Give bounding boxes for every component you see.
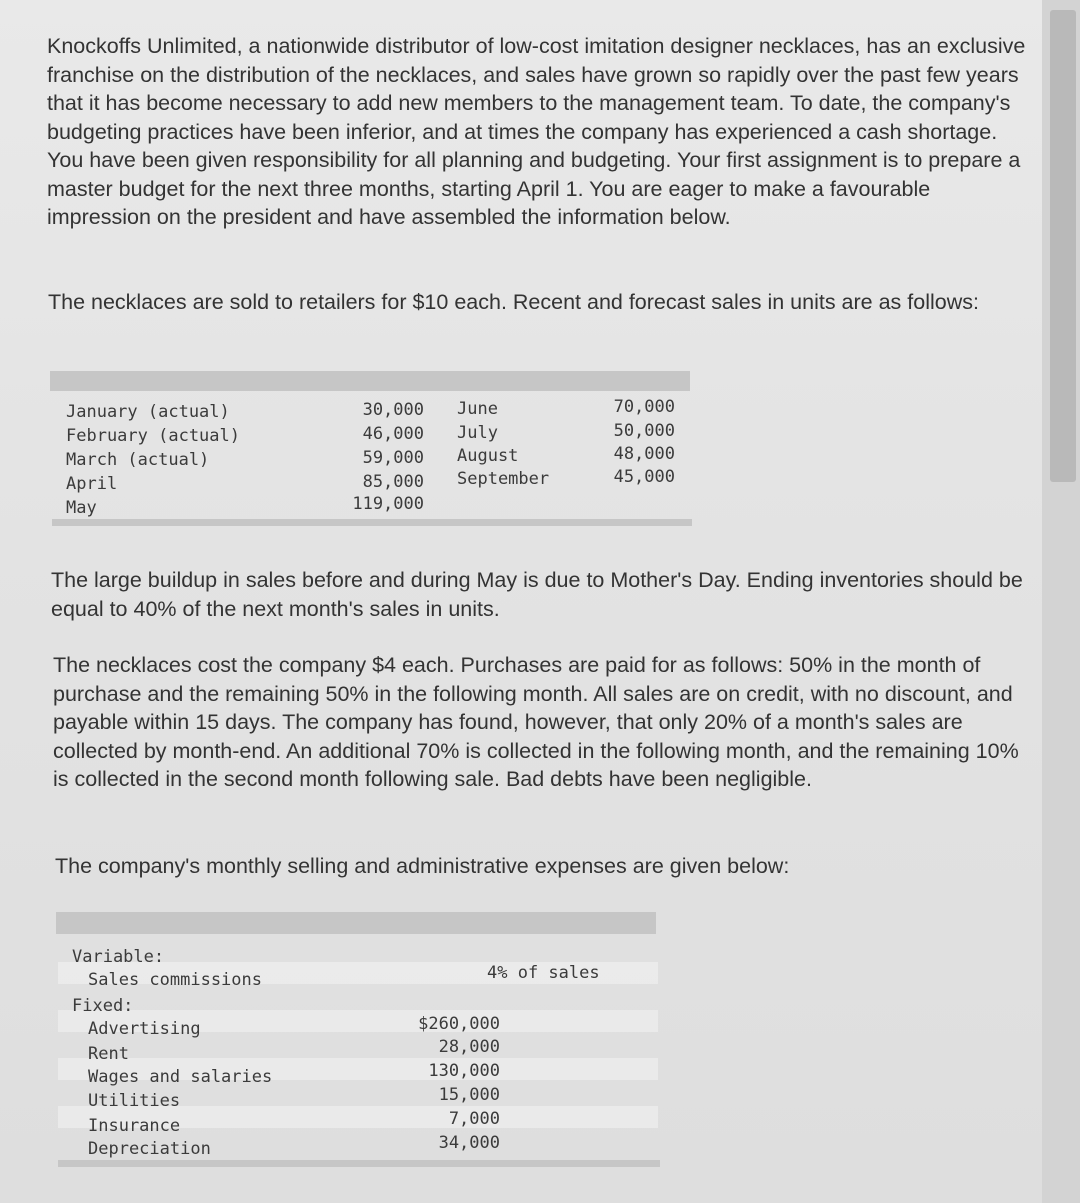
sales-units-value: 85,000 xyxy=(362,472,424,492)
sales-month-label: May xyxy=(66,498,97,518)
commissions-label: Sales commissions xyxy=(88,970,262,990)
sales-units-value: 46,000 xyxy=(362,424,424,444)
expenses-intro-paragraph: The company's monthly selling and administrative expenses are given below: xyxy=(55,854,790,878)
sales-intro-paragraph: The necklaces are sold to retailers for $10 each. Recent and forecast sales in units are as follows: xyxy=(48,290,979,314)
fixed-expense-label: Depreciation xyxy=(88,1139,211,1159)
fixed-expense-value: $260,000 xyxy=(418,1014,500,1034)
fixed-expense-value: 15,000 xyxy=(438,1085,500,1105)
fixed-label: Fixed: xyxy=(72,996,134,1016)
sales-table-header-band xyxy=(50,371,690,391)
intro-paragraph: Knockoffs Unlimited, a nationwide distributor of low-cost imitation designer necklaces, has an exclusive franchise on the distribution of the necklaces, and sales have grown so rapidly over the past few years that it has become necessary to add new members to the management team. To date, the company's budgeting practices have been inferior, and at times the company has experienced a cash shortage. You have been given responsibility for all planning and budgeting. Your first assignment is to prepare a master budget for the next three months, starting April 1. You are eager to make a favourable impression on the president and have assembled the information below. xyxy=(47,34,1026,229)
sales-units-value: 48,000 xyxy=(613,444,675,464)
fixed-expense-label: Utilities xyxy=(88,1091,181,1111)
sales-units-value: 119,000 xyxy=(352,494,424,514)
expense-table-header-band xyxy=(56,912,656,934)
expense-table-footer-band xyxy=(58,1160,660,1167)
sales-month-label: September xyxy=(457,469,550,489)
fixed-expense-label: Rent xyxy=(88,1044,129,1064)
fixed-expense-label: Advertising xyxy=(88,1019,201,1039)
sales-units-value: 45,000 xyxy=(613,467,675,487)
variable-label: Variable: xyxy=(72,947,165,967)
fixed-expense-value: 130,000 xyxy=(428,1061,500,1081)
fixed-expense-label: Insurance xyxy=(88,1116,181,1136)
inventory-paragraph: The large buildup in sales before and during May is due to Mother's Day. Ending inventories should be equal to 40% of the next month's sales in units. xyxy=(51,568,1023,621)
sales-units-value: 30,000 xyxy=(362,400,424,420)
scrollbar-thumb[interactable] xyxy=(1050,10,1076,482)
vertical-scrollbar[interactable] xyxy=(1042,0,1080,1203)
sales-month-label: July xyxy=(457,423,498,443)
purchases-paragraph: The necklaces cost the company $4 each. Purchases are paid for as follows: 50% in the month of purchase and the remaining 50% in the following month. All sales are on credit, with no discount, and payable within 15 days. The company has found, however, that only 20% of a month's sales are collected by month-end. An additional 70% is collected in the following month, and the remaining 10% is collected in the second month following sale. Bad debts have been negligible. xyxy=(53,653,1019,791)
sales-month-label: January (actual) xyxy=(66,402,230,422)
sales-units-value: 59,000 xyxy=(362,448,424,468)
commissions-value: 4% of sales xyxy=(487,963,600,983)
sales-month-label: February (actual) xyxy=(66,426,240,446)
sales-units-value: 70,000 xyxy=(613,397,675,417)
sales-units-value: 50,000 xyxy=(613,421,675,441)
sales-month-label: August xyxy=(457,446,519,466)
fixed-expense-label: Wages and salaries xyxy=(88,1067,273,1087)
fixed-expense-value: 28,000 xyxy=(438,1037,500,1057)
sales-month-label: April xyxy=(66,474,118,494)
sales-month-label: June xyxy=(457,399,498,419)
fixed-expense-value: 34,000 xyxy=(438,1133,500,1153)
sales-month-label: March (actual) xyxy=(66,450,210,470)
sales-table-footer-band xyxy=(52,519,692,526)
fixed-expense-value: 7,000 xyxy=(448,1109,500,1129)
